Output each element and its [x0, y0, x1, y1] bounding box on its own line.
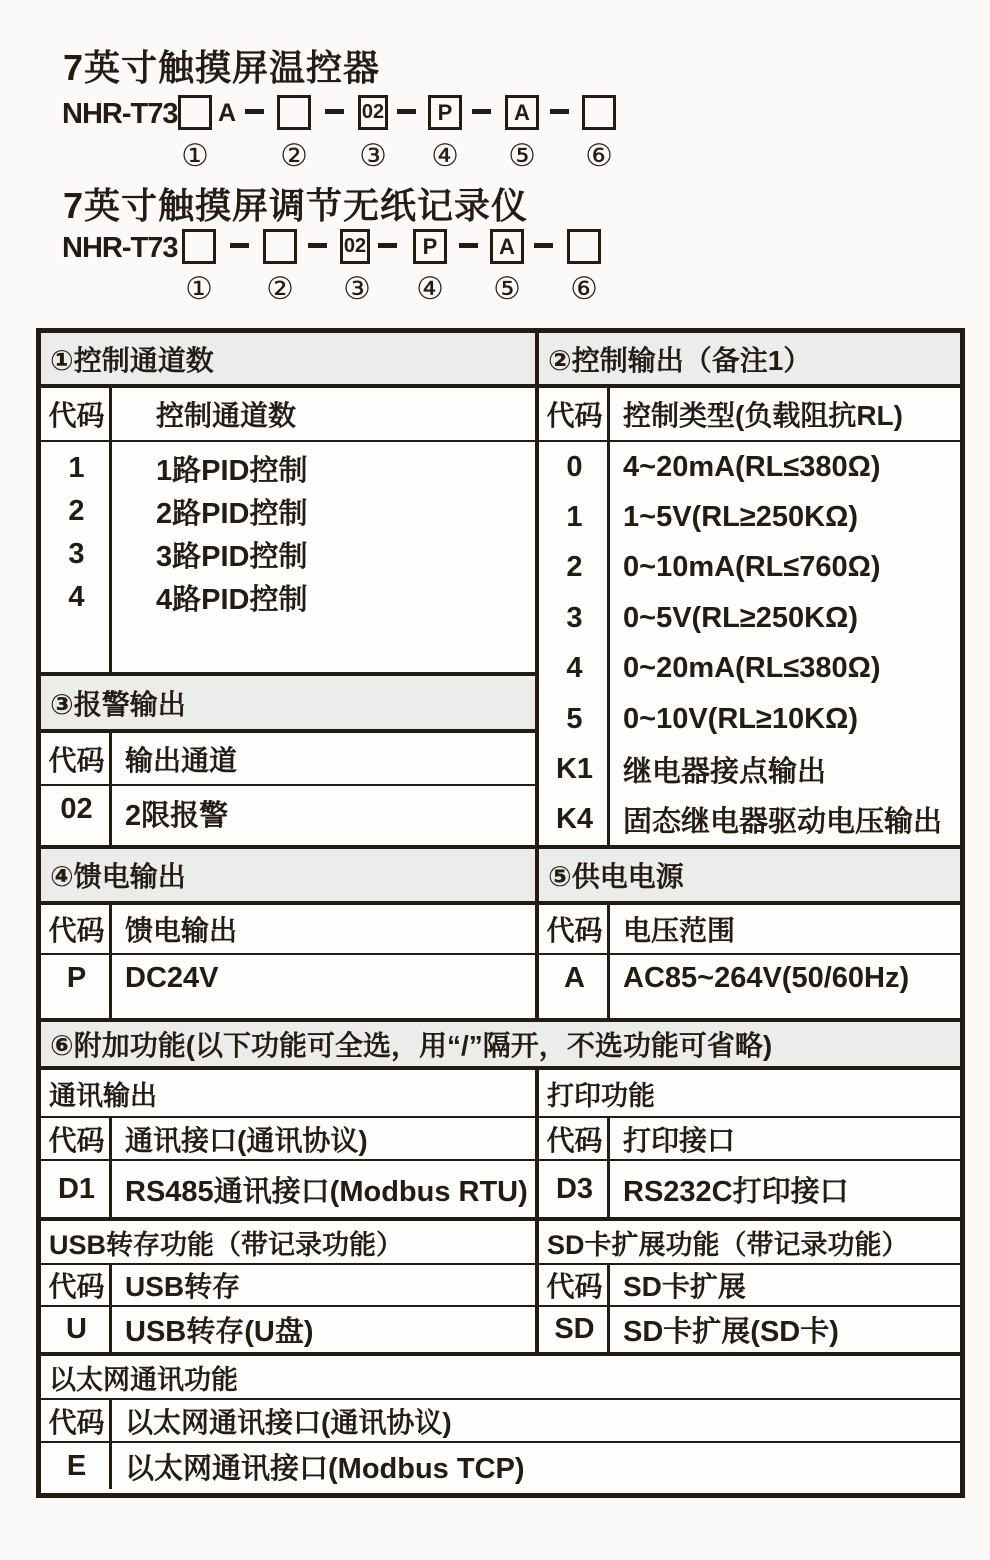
table-row	[539, 593, 960, 643]
table-row	[539, 492, 960, 542]
code-col-header: 代码	[546, 1124, 603, 1156]
model-prefix: NHR-T73	[62, 232, 178, 264]
code-cell: 4	[68, 581, 85, 613]
desc-col-header: SD卡扩展	[623, 1271, 746, 1302]
section-4-table	[41, 905, 535, 1018]
circled-number-2: ②	[266, 271, 294, 306]
desc-col-header: 以太网通讯接口(通讯协议)	[125, 1406, 452, 1438]
desc-cell: 0~10V(RL≥10KΩ)	[623, 702, 859, 735]
sd-column-headers	[539, 1265, 960, 1307]
section-6-header: ⑥附加功能(以下功能可全选，用“/”隔开，不选功能可省略)	[41, 1022, 960, 1070]
model-code-line-2	[62, 229, 662, 311]
circled-number-1: ①	[185, 271, 213, 306]
usb-subsection-title: USB转存功能（带记录功能）	[41, 1221, 535, 1265]
desc-cell: 固态继电器驱动电压输出	[623, 806, 943, 839]
dash-separator	[534, 243, 553, 248]
table-block-top	[41, 333, 960, 849]
code-cell: 1	[68, 452, 85, 484]
desc-col-header: 馈电输出	[125, 915, 238, 946]
desc-col-header: 电压范围	[623, 915, 736, 946]
section-4-header: ④馈电输出	[41, 849, 535, 905]
desc-cell: 4路PID控制	[156, 584, 308, 616]
table-row	[539, 694, 960, 744]
dash-separator	[230, 243, 249, 248]
code-box-6	[567, 229, 601, 264]
desc-cell: 1路PID控制	[156, 455, 308, 487]
circled-number-2: ②	[280, 138, 308, 173]
table-row	[539, 644, 960, 694]
desc-cell: SD卡扩展(SD卡)	[623, 1316, 839, 1348]
column-right	[539, 1070, 960, 1217]
circled-number-5: ⑤	[493, 271, 521, 306]
code-cell: 2	[68, 495, 85, 527]
product-title-2: 7英寸触摸屏调节无纸记录仪	[63, 185, 529, 226]
code-cell: 2	[566, 551, 583, 584]
usb-column-headers	[41, 1265, 535, 1307]
code-col-header: 代码	[48, 1406, 105, 1438]
desc-col-header: USB转存	[125, 1271, 241, 1302]
dash-separator	[325, 109, 344, 114]
code-col-header: 代码	[48, 744, 105, 776]
code-cell: D3	[555, 1172, 594, 1205]
desc-cell: 0~5V(RL≥250KΩ)	[623, 601, 859, 634]
code-box-2	[263, 229, 297, 264]
code-col-header: 代码	[546, 1271, 603, 1302]
comm-table	[41, 1118, 535, 1217]
code-cell: A	[564, 962, 585, 994]
section-1-body	[41, 442, 535, 676]
print-column-headers	[539, 1118, 960, 1161]
desc-cell: RS485通讯接口(Modbus RTU)	[125, 1175, 528, 1208]
code-cell: U	[66, 1313, 87, 1345]
ethernet-subsection-title: 以太网通讯功能	[41, 1356, 960, 1400]
code-cell: 3	[566, 601, 583, 634]
section-5-header: ⑤供电电源	[539, 849, 960, 905]
table-row	[539, 744, 960, 794]
column-divider	[109, 1400, 112, 1489]
code-col-header: 代码	[48, 400, 105, 431]
circled-number-4: ④	[416, 271, 444, 306]
section-3-header: ③报警输出	[41, 676, 535, 733]
code-col-header: 代码	[546, 915, 603, 946]
column-divider	[607, 905, 610, 1018]
table-row	[41, 447, 535, 490]
code-cell: 1	[566, 501, 583, 534]
section-1-column-headers	[41, 388, 535, 442]
column-divider	[607, 1265, 610, 1352]
column-divider	[109, 733, 112, 845]
table-row	[41, 955, 535, 1018]
section-6-block-usb-sd	[41, 1221, 960, 1356]
column-left	[41, 849, 535, 1018]
table-row	[41, 1307, 535, 1352]
print-subsection-title: 打印功能	[539, 1070, 960, 1118]
code-cell: 5	[566, 702, 583, 735]
model-code-line-1	[62, 95, 662, 177]
code-box-4: P	[428, 95, 462, 130]
desc-cell: 2限报警	[125, 800, 229, 832]
column-left	[41, 1221, 535, 1352]
table-row	[41, 786, 535, 845]
circled-number-3: ③	[359, 138, 387, 173]
table-row	[41, 576, 535, 619]
dash-separator	[397, 109, 416, 114]
comm-column-headers	[41, 1118, 535, 1161]
ethernet-column-headers	[41, 1400, 960, 1443]
code-box-5: A	[505, 95, 539, 130]
dash-separator	[472, 109, 491, 114]
code-cell: 02	[60, 793, 93, 825]
circled-number-5: ⑤	[508, 138, 536, 173]
section-6-block-comm-print	[41, 1070, 960, 1221]
circled-number-6: ⑥	[585, 138, 613, 173]
table-row	[41, 533, 535, 576]
desc-cell: 0~10mA(RL≤760Ω)	[623, 551, 881, 584]
product-title-1: 7英寸触摸屏温控器	[63, 47, 381, 88]
desc-cell: 继电器接点输出	[623, 755, 827, 788]
column-left	[41, 1070, 535, 1217]
column-right	[539, 1221, 960, 1352]
ordering-spec-table	[36, 328, 965, 1498]
section-2-body	[539, 442, 960, 845]
code-cell: P	[66, 962, 87, 994]
section-1-header: ①控制通道数	[41, 333, 535, 388]
desc-cell: 以太网通讯接口(Modbus TCP)	[125, 1452, 525, 1485]
column-divider	[607, 1118, 610, 1217]
circled-number-4: ④	[431, 138, 459, 173]
table-row	[539, 795, 960, 845]
dash-separator	[459, 243, 478, 248]
code-cell: 3	[68, 538, 85, 570]
ethernet-table	[41, 1400, 960, 1489]
code-cell: K4	[555, 803, 594, 836]
desc-col-header: 控制类型(负载阻抗RL)	[623, 400, 903, 431]
fixed-suffix: A	[218, 99, 237, 127]
section-2-header: ②控制输出（备注1）	[539, 333, 960, 388]
desc-cell: USB转存(U盘)	[125, 1316, 314, 1348]
section-6-block-ethernet	[41, 1356, 960, 1489]
table-row	[41, 490, 535, 533]
code-box-2	[277, 95, 311, 130]
code-box-1	[178, 95, 212, 130]
dash-separator	[308, 243, 327, 248]
code-col-header: 代码	[48, 915, 105, 946]
section-3-table	[41, 733, 535, 845]
column-right	[539, 849, 960, 1018]
desc-cell: 0~20mA(RL≤380Ω)	[623, 652, 881, 685]
code-box-4: P	[413, 229, 447, 264]
column-divider	[109, 388, 112, 676]
section-1-table	[41, 388, 535, 676]
column-divider	[109, 905, 112, 1018]
table-row	[41, 1161, 535, 1217]
section-2-column-headers	[539, 388, 960, 442]
code-cell: 4	[566, 652, 583, 685]
code-box-6	[582, 95, 616, 130]
dash-separator	[245, 109, 264, 114]
usb-table	[41, 1265, 535, 1352]
dash-separator	[550, 109, 569, 114]
column-right	[539, 333, 960, 845]
circled-number-1: ①	[181, 138, 209, 173]
desc-cell: 3路PID控制	[156, 541, 308, 573]
section-2-table	[539, 388, 960, 845]
sd-table	[539, 1265, 960, 1352]
table-row	[539, 543, 960, 593]
desc-col-header: 输出通道	[125, 744, 238, 776]
column-left	[41, 333, 535, 845]
dash-separator	[378, 243, 397, 248]
code-col-header: 代码	[48, 1124, 105, 1156]
desc-col-header: 控制通道数	[156, 400, 297, 431]
table-row	[539, 1161, 960, 1217]
sd-subsection-title: SD卡扩展功能（带记录功能）	[539, 1221, 960, 1265]
table-row	[539, 1307, 960, 1352]
column-divider	[109, 1265, 112, 1352]
comm-subsection-title: 通讯输出	[41, 1070, 535, 1118]
model-prefix: NHR-T73	[62, 98, 178, 130]
code-cell: D1	[57, 1172, 96, 1205]
table-row	[539, 955, 960, 1018]
desc-cell: 4~20mA(RL≤380Ω)	[623, 450, 881, 483]
section-3-column-headers	[41, 733, 535, 786]
code-cell: K1	[555, 752, 594, 785]
circled-number-3: ③	[343, 271, 371, 306]
table-block-mid	[41, 849, 960, 1022]
desc-cell: AC85~264V(50/60Hz)	[623, 962, 910, 994]
code-box-1	[182, 229, 216, 264]
column-divider	[109, 1118, 112, 1217]
code-cell: E	[66, 1449, 87, 1482]
column-divider	[607, 388, 610, 845]
table-row	[41, 1443, 960, 1489]
code-col-header: 代码	[546, 400, 603, 431]
desc-cell: 2路PID控制	[156, 498, 308, 530]
print-table	[539, 1118, 960, 1217]
code-cell: SD	[554, 1313, 595, 1345]
table-row	[539, 442, 960, 492]
section-5-table	[539, 905, 960, 1018]
section-5-column-headers	[539, 905, 960, 955]
code-col-header: 代码	[48, 1271, 105, 1302]
code-box-3: 02	[358, 95, 388, 130]
code-cell: 0	[566, 450, 583, 483]
desc-col-header: 通讯接口(通讯协议)	[125, 1124, 368, 1156]
code-box-3: 02	[340, 229, 370, 264]
circled-number-6: ⑥	[570, 271, 598, 306]
section-4-column-headers	[41, 905, 535, 955]
desc-col-header: 打印接口	[623, 1124, 736, 1156]
desc-cell: DC24V	[125, 962, 219, 994]
code-box-5: A	[490, 229, 524, 264]
desc-cell: 1~5V(RL≥250KΩ)	[623, 501, 859, 534]
desc-cell: RS232C打印接口	[623, 1175, 849, 1208]
